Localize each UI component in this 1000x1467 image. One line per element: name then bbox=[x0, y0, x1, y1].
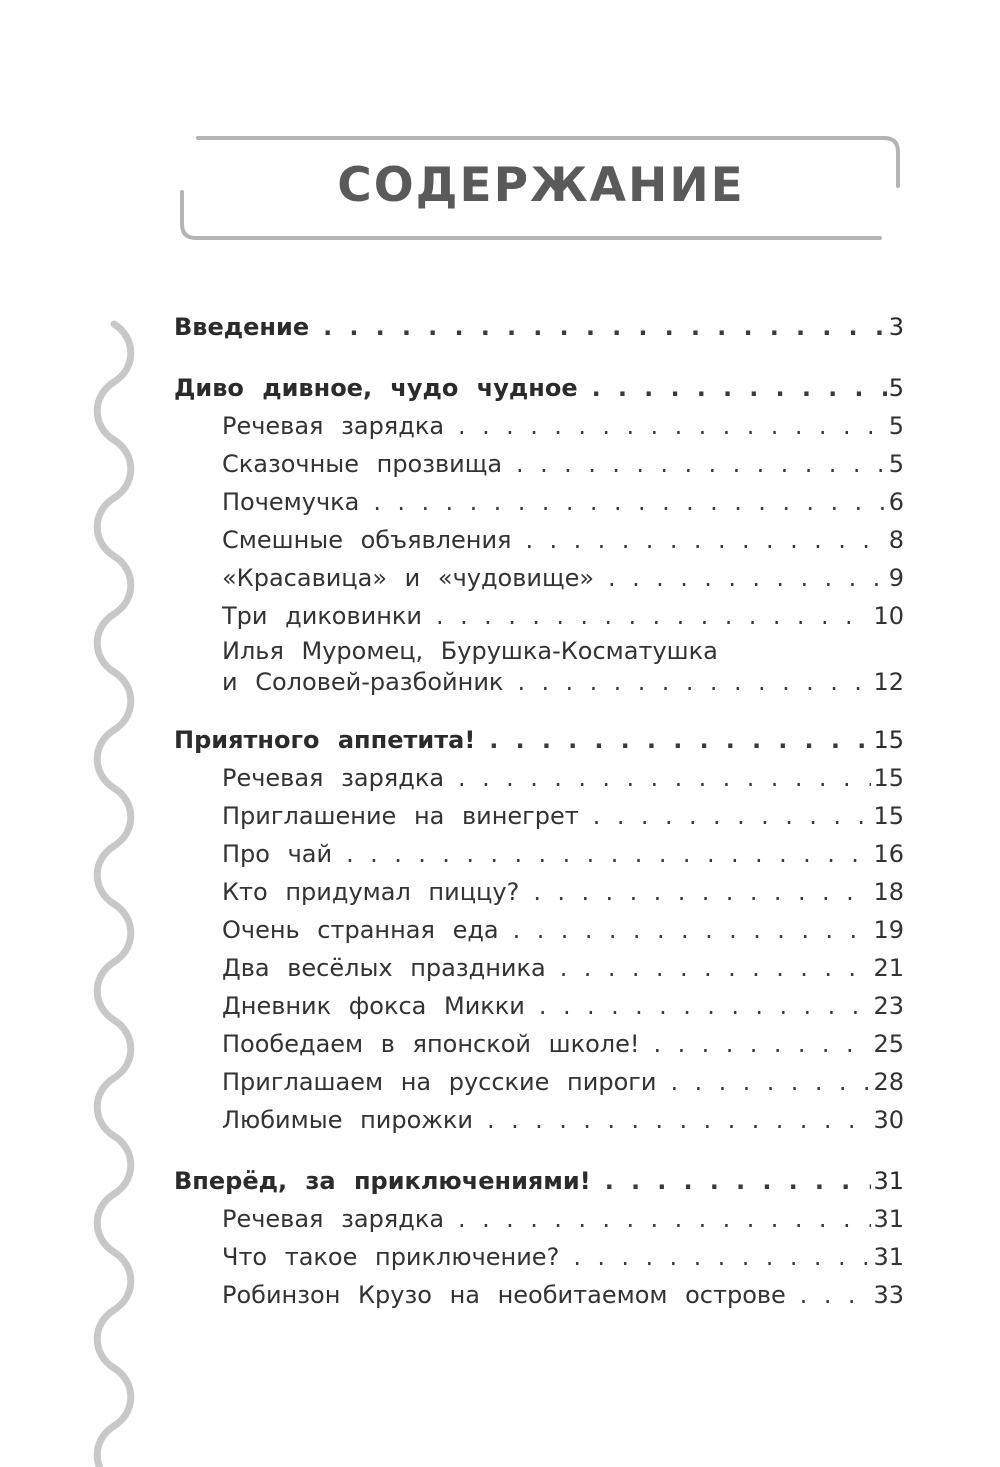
dot-leader bbox=[592, 369, 887, 407]
toc-entry[interactable] bbox=[174, 559, 904, 597]
page-number: 23 bbox=[873, 992, 904, 1020]
toc-entry[interactable] bbox=[174, 1276, 904, 1314]
page-number: 6 bbox=[888, 488, 904, 516]
page-number: 5 bbox=[888, 412, 904, 440]
entry-title: Робинзон Крузо на необитаемом острове bbox=[222, 1281, 786, 1309]
entry-title: Речевая зарядка bbox=[222, 764, 445, 792]
entry-title: Любимые пирожки bbox=[222, 1106, 474, 1134]
page-number: 12 bbox=[873, 668, 904, 696]
toc-entry[interactable] bbox=[174, 1025, 904, 1063]
page-number: 31 bbox=[873, 1205, 904, 1233]
entry-title: Два весёлых праздника bbox=[222, 954, 546, 982]
toc-entry[interactable] bbox=[174, 521, 904, 559]
dot-leader bbox=[593, 797, 872, 835]
dot-leader bbox=[654, 1025, 872, 1063]
toc-section bbox=[174, 1162, 904, 1314]
dot-leader bbox=[533, 873, 871, 911]
entry-title: Речевая зарядка bbox=[222, 412, 445, 440]
toc-section bbox=[174, 721, 904, 1139]
page-number: 5 bbox=[888, 450, 904, 478]
dot-leader bbox=[513, 911, 872, 949]
page-number: 28 bbox=[873, 1068, 904, 1096]
toc-entry[interactable] bbox=[174, 987, 904, 1025]
page-number: 9 bbox=[888, 564, 904, 592]
page-number: 3 bbox=[888, 313, 904, 341]
page-number: 21 bbox=[873, 954, 904, 982]
page-number: 8 bbox=[888, 526, 904, 554]
entry-title: Сказочные прозвища bbox=[222, 450, 503, 478]
dot-leader bbox=[458, 759, 871, 797]
dot-leader bbox=[346, 835, 871, 873]
entry-title: Приглашаем на русские пироги bbox=[222, 1068, 657, 1096]
dot-leader bbox=[573, 1238, 871, 1276]
toc-entry[interactable] bbox=[174, 873, 904, 911]
entry-title: Смешные объявления bbox=[222, 526, 512, 554]
entry-title: Три диковинки bbox=[222, 602, 423, 630]
toc-entry[interactable] bbox=[174, 597, 904, 635]
dot-leader bbox=[517, 667, 871, 698]
dot-leader bbox=[605, 1162, 872, 1200]
entry-title: Про чай bbox=[222, 840, 333, 868]
entry-title: Приглашение на винегрет bbox=[222, 802, 579, 830]
page-number: 15 bbox=[873, 802, 904, 830]
toc-entry[interactable] bbox=[174, 1238, 904, 1276]
entry-title: Дневник фокса Микки bbox=[222, 992, 525, 1020]
entry-title: Пообедаем в японской школе! bbox=[222, 1030, 640, 1058]
page-number: 15 bbox=[873, 764, 904, 792]
section-title: Вперёд, за приключениями! bbox=[174, 1167, 591, 1195]
section-title: Введение bbox=[174, 313, 310, 341]
page-number: 19 bbox=[873, 916, 904, 944]
entry-title: «Красавица» и «чудовище» bbox=[222, 564, 595, 592]
dot-leader bbox=[458, 1200, 871, 1238]
entry-title: Что такое приключение? bbox=[222, 1243, 560, 1271]
page-number: 30 bbox=[873, 1106, 904, 1134]
dot-leader bbox=[800, 1276, 872, 1314]
toc-entry[interactable] bbox=[174, 911, 904, 949]
entry-title: Кто придумал пиццу? bbox=[222, 878, 520, 906]
dot-leader bbox=[487, 1101, 871, 1139]
dot-leader bbox=[608, 559, 887, 597]
toc-section bbox=[174, 369, 904, 698]
toc-entry[interactable] bbox=[174, 407, 904, 445]
dot-leader bbox=[323, 308, 887, 346]
dot-leader bbox=[539, 987, 872, 1025]
toc-section-heading[interactable] bbox=[174, 721, 904, 759]
toc-entry[interactable] bbox=[174, 636, 904, 698]
page-title: СОДЕРЖАНИЕ bbox=[337, 158, 745, 213]
page-number: 31 bbox=[873, 1167, 904, 1195]
page-number: 25 bbox=[873, 1030, 904, 1058]
dot-leader bbox=[560, 949, 872, 987]
entry-title: Почемучка bbox=[222, 488, 360, 516]
toc-entry[interactable] bbox=[174, 797, 904, 835]
page-number: 10 bbox=[873, 602, 904, 630]
toc-entry[interactable] bbox=[174, 1101, 904, 1139]
toc-section-heading[interactable] bbox=[174, 369, 904, 407]
dot-leader bbox=[489, 721, 871, 759]
page-number: 31 bbox=[873, 1243, 904, 1271]
entry-title-line2: и Соловей-разбойник bbox=[222, 668, 504, 696]
dot-leader bbox=[458, 407, 887, 445]
toc-section-heading[interactable] bbox=[174, 308, 904, 346]
decorative-wave-line bbox=[84, 318, 144, 1467]
page-number: 18 bbox=[873, 878, 904, 906]
dot-leader bbox=[516, 445, 887, 483]
toc-section-heading[interactable] bbox=[174, 1162, 904, 1200]
page-number: 5 bbox=[888, 374, 904, 402]
entry-title-line1: Илья Муромец, Бурушка-Косматушка bbox=[222, 637, 718, 665]
page-number: 15 bbox=[873, 726, 904, 754]
toc-entry[interactable] bbox=[174, 1063, 904, 1101]
section-title: Диво дивное, чудо чудное bbox=[174, 374, 578, 402]
toc-entry[interactable] bbox=[174, 949, 904, 987]
toc-section bbox=[174, 308, 904, 346]
toc-entry[interactable] bbox=[174, 835, 904, 873]
toc-entry[interactable] bbox=[174, 1200, 904, 1238]
toc-entry[interactable] bbox=[174, 445, 904, 483]
section-title: Приятного аппетита! bbox=[174, 726, 476, 754]
page-number: 16 bbox=[873, 840, 904, 868]
toc-entry[interactable] bbox=[174, 483, 904, 521]
dot-leader bbox=[670, 1063, 871, 1101]
entry-title: Очень странная еда bbox=[222, 916, 499, 944]
dot-leader bbox=[373, 483, 886, 521]
table-of-contents bbox=[174, 308, 904, 1314]
entry-title: Речевая зарядка bbox=[222, 1205, 445, 1233]
toc-entry[interactable] bbox=[174, 759, 904, 797]
page-number: 33 bbox=[873, 1281, 904, 1309]
dot-leader bbox=[525, 521, 886, 559]
dot-leader bbox=[436, 597, 871, 635]
